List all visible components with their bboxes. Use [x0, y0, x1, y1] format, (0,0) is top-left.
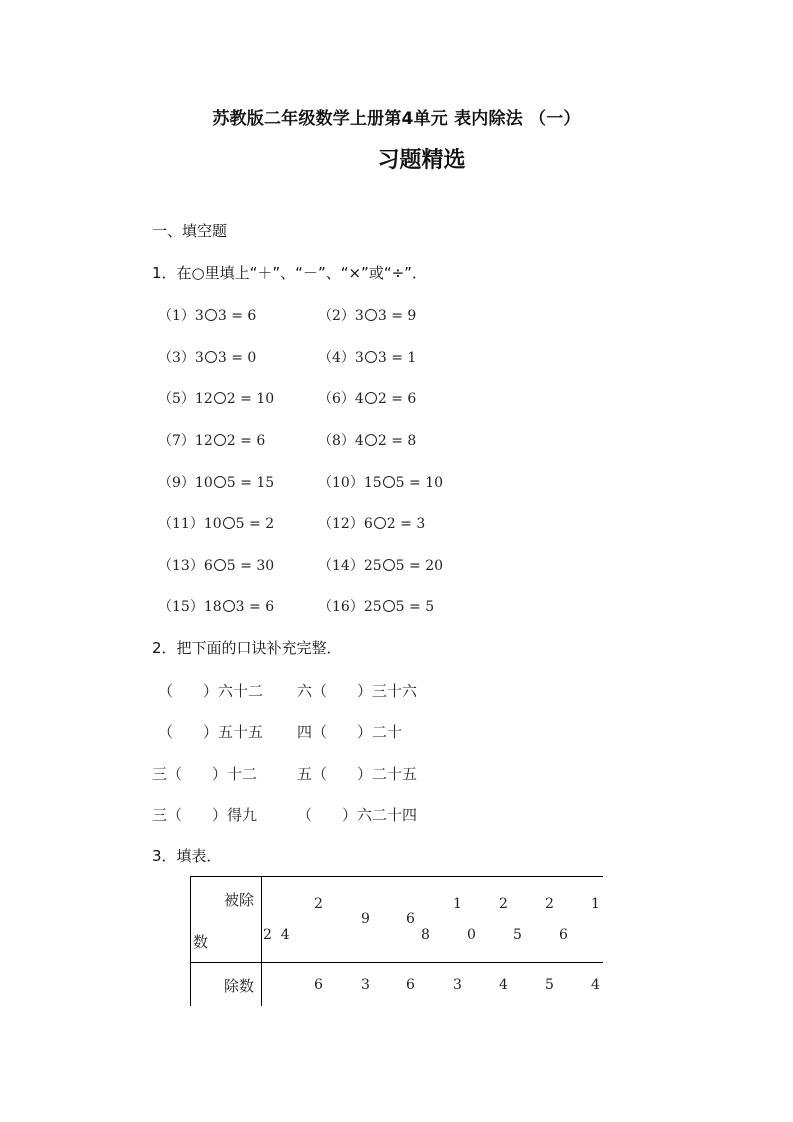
equation-label: （5）: [158, 391, 195, 407]
equals-sign: =: [244, 516, 266, 532]
equals-sign: =: [386, 433, 408, 449]
operator-blank-circle-icon[interactable]: [214, 392, 226, 404]
equals-sign: =: [235, 391, 257, 407]
operand-a: 4: [354, 391, 364, 407]
operand-b: 5: [395, 558, 405, 574]
equation-label: （12）: [318, 516, 364, 532]
multiplication-rhyme-left[interactable]: （ ）六十二: [158, 682, 264, 700]
operand-a: 6: [203, 558, 213, 574]
result: 20: [425, 558, 444, 574]
operand-a: 18: [203, 599, 222, 615]
operand-b: 2: [386, 516, 396, 532]
operand-b: 3: [377, 350, 387, 366]
result: 6: [256, 433, 266, 449]
dividend-cell-6a[interactable]: 2: [499, 896, 508, 912]
operator-blank-circle-icon[interactable]: [214, 476, 226, 488]
result: 15: [256, 475, 275, 491]
result: 8: [407, 433, 417, 449]
equation-item: [158, 388, 274, 408]
equation-label: （13）: [158, 558, 204, 574]
table-row-divider: [190, 962, 603, 963]
equals-sign: =: [395, 516, 417, 532]
operand-a: 15: [363, 475, 382, 491]
equals-sign: =: [226, 308, 248, 324]
operand-a: 10: [203, 516, 222, 532]
operator-blank-circle-icon[interactable]: [214, 434, 226, 446]
equals-sign: =: [404, 558, 426, 574]
dividend-cell-8[interactable]: 1: [591, 896, 600, 912]
operand-a: 3: [354, 308, 364, 324]
operand-a: 4: [354, 433, 364, 449]
operator-blank-circle-icon[interactable]: [205, 351, 217, 363]
operand-b: 3: [217, 350, 227, 366]
equation-item: [318, 305, 416, 325]
header-dividend-part1: 被除: [224, 891, 255, 909]
operand-b: 3: [377, 308, 387, 324]
operand-a: 25: [363, 558, 382, 574]
multiplication-rhyme-left[interactable]: 三（ ）十二: [152, 765, 258, 783]
table-top-border: [190, 876, 603, 877]
equation-label: （2）: [318, 308, 355, 324]
dividend-cell-6b[interactable]: 5: [513, 927, 522, 943]
operator-blank-circle-icon[interactable]: [365, 434, 377, 446]
equation-item: [158, 472, 274, 492]
multiplication-rhyme-right[interactable]: （ ）六二十四: [297, 806, 418, 824]
operand-b: 3: [235, 599, 245, 615]
operator-blank-circle-icon[interactable]: [383, 559, 395, 571]
operator-blank-circle-icon[interactable]: [365, 392, 377, 404]
operand-b: 5: [395, 599, 405, 615]
operator-blank-circle-icon[interactable]: [365, 351, 377, 363]
equation-item: [158, 347, 256, 367]
equation-item: [158, 596, 274, 616]
equation-label: （7）: [158, 433, 195, 449]
result: 5: [425, 599, 435, 615]
equals-sign: =: [235, 558, 257, 574]
equals-sign: =: [244, 599, 266, 615]
operand-a: 12: [194, 391, 213, 407]
operator-blank-circle-icon[interactable]: [223, 600, 235, 612]
equation-label: （1）: [158, 308, 195, 324]
divisor-cell-5[interactable]: 3: [453, 977, 462, 993]
equals-sign: =: [235, 475, 257, 491]
divisor-cell-4[interactable]: 6: [406, 977, 415, 993]
document-title: [0, 104, 793, 129]
dividend-cell-7b[interactable]: 6: [559, 927, 568, 943]
equals-sign: =: [386, 350, 408, 366]
multiplication-rhyme-right[interactable]: 五（ ）二十五: [297, 765, 418, 783]
dividend-cell-4a[interactable]: 6: [406, 911, 415, 927]
operand-b: 5: [226, 558, 236, 574]
equals-sign: =: [404, 475, 426, 491]
equation-label: （10）: [318, 475, 364, 491]
divisor-cell-8[interactable]: 4: [591, 977, 600, 993]
equation-label: （8）: [318, 433, 355, 449]
divisor-cell-2[interactable]: 6: [314, 977, 323, 993]
equals-sign: =: [386, 308, 408, 324]
dividend-cell-1[interactable]: 2 4: [263, 927, 290, 943]
operator-blank-circle-icon[interactable]: [223, 517, 235, 529]
dividend-cell-5a[interactable]: 1: [453, 896, 462, 912]
equation-item: [318, 596, 434, 616]
operator-blank-circle-icon[interactable]: [383, 600, 395, 612]
section-heading-fill-in-blank: 一、填空题: [152, 222, 228, 240]
equation-label: （15）: [158, 599, 204, 615]
dividend-cell-7a[interactable]: 2: [545, 896, 554, 912]
operand-b: 5: [395, 475, 405, 491]
equals-sign: =: [404, 599, 426, 615]
operand-a: 10: [194, 475, 213, 491]
dividend-cell-5b[interactable]: 0: [467, 927, 476, 943]
equation-label: （11）: [158, 516, 204, 532]
operand-a: 3: [354, 350, 364, 366]
equation-item: [318, 472, 443, 492]
result: 6: [407, 391, 417, 407]
equation-item: [158, 513, 274, 533]
result: 6: [265, 599, 275, 615]
table-left-border: [190, 876, 191, 1006]
operand-a: 12: [194, 433, 213, 449]
equation-label: （9）: [158, 475, 195, 491]
dividend-cell-3[interactable]: 9: [361, 911, 370, 927]
result: 9: [407, 308, 417, 324]
equation-label: （14）: [318, 558, 364, 574]
result: 0: [247, 350, 257, 366]
operand-b: 2: [226, 391, 236, 407]
result: 1: [407, 350, 417, 366]
equation-item: [158, 305, 256, 325]
result: 10: [425, 475, 444, 491]
multiplication-rhyme-left[interactable]: （ ）五十五: [158, 723, 264, 741]
operator-blank-circle-icon[interactable]: [383, 476, 395, 488]
header-divisor: 除数: [224, 977, 255, 995]
equation-item: [318, 347, 416, 367]
divisor-cell-3[interactable]: 3: [361, 977, 370, 993]
document-title-text: 苏教版二年级数学上册第4单元 表内除法 （一）: [212, 109, 581, 129]
equals-sign: =: [386, 391, 408, 407]
multiplication-rhyme-right[interactable]: 六（ ）三十六: [297, 682, 418, 700]
header-dividend-part2: 数: [193, 933, 209, 951]
operand-a: 25: [363, 599, 382, 615]
operator-blank-circle-icon[interactable]: [374, 517, 386, 529]
result: 30: [256, 558, 275, 574]
document-subtitle: 习题精选: [377, 148, 466, 173]
result: 6: [247, 308, 257, 324]
dividend-cell-2[interactable]: 2: [314, 896, 323, 912]
question-2-prompt: 2．把下面的口诀补充完整．: [152, 639, 342, 657]
equals-sign: =: [226, 350, 248, 366]
operator-blank-circle-icon[interactable]: [214, 559, 226, 571]
result: 2: [265, 516, 275, 532]
equation-label: （6）: [318, 391, 355, 407]
operand-a: 6: [363, 516, 373, 532]
equation-label: （4）: [318, 350, 355, 366]
operand-b: 2: [377, 391, 387, 407]
multiplication-rhyme-right[interactable]: 四（ ）二十: [297, 723, 403, 741]
operator-blank-circle-icon[interactable]: [365, 309, 377, 321]
dividend-cell-4b[interactable]: 8: [421, 927, 430, 943]
operand-a: 3: [194, 350, 204, 366]
operand-a: 3: [194, 308, 204, 324]
question-1-prompt: 1．在○里填上“＋”、“－”、“×”或“÷”．: [152, 264, 427, 282]
result: 3: [416, 516, 426, 532]
equation-item: [158, 555, 274, 575]
divisor-cell-7[interactable]: 5: [545, 977, 554, 993]
equation-item: [318, 430, 416, 450]
operand-b: 5: [235, 516, 245, 532]
operand-b: 2: [226, 433, 236, 449]
multiplication-rhyme-left[interactable]: 三（ ）得九: [152, 806, 258, 824]
operand-b: 5: [226, 475, 236, 491]
table-header-divider: [261, 876, 262, 1006]
equation-item: [318, 555, 443, 575]
equation-item: [318, 388, 416, 408]
operator-blank-circle-icon[interactable]: [205, 309, 217, 321]
equation-label: （16）: [318, 599, 364, 615]
equation-label: （3）: [158, 350, 195, 366]
equals-sign: =: [235, 433, 257, 449]
operand-b: 2: [377, 433, 387, 449]
operand-b: 3: [217, 308, 227, 324]
divisor-cell-6[interactable]: 4: [499, 977, 508, 993]
question-3-prompt: 3．填表．: [152, 847, 222, 865]
result: 10: [256, 391, 275, 407]
equation-item: [318, 513, 425, 533]
equation-item: [158, 430, 265, 450]
